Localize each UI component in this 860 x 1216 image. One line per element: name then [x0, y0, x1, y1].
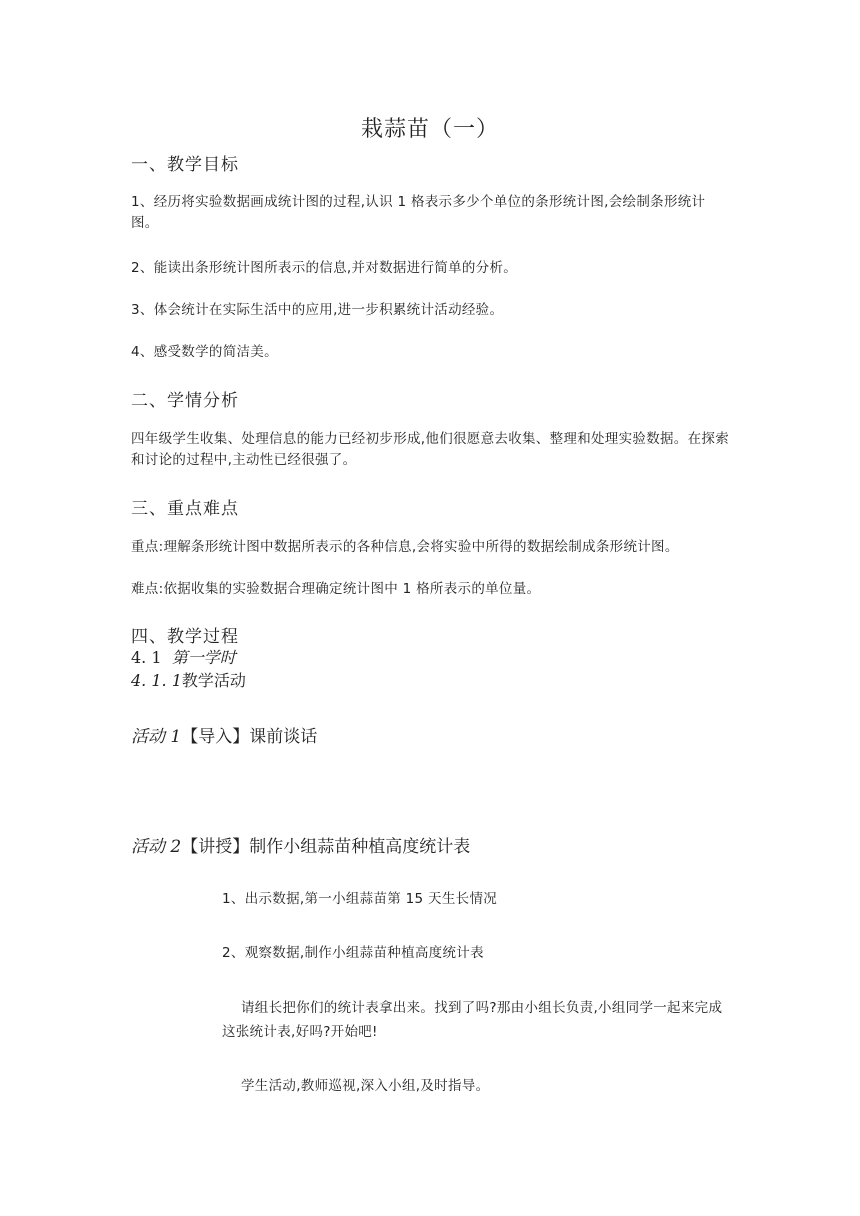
activities-number: 4. 1. 1	[131, 671, 182, 690]
activity-2-heading	[131, 832, 470, 857]
activities-label: 教学活动	[181, 671, 246, 690]
process-paragraph-2: 学生活动,教师巡视,深入小组,及时指导。	[241, 1078, 490, 1094]
activities-heading	[131, 668, 246, 691]
lesson-number: 4. 1	[131, 648, 162, 667]
goal-item-3: 3、体会统计在实际生活中的应用,进一步积累统计活动经验。	[131, 302, 504, 318]
lesson-heading	[131, 645, 236, 668]
step-1: 1、出示数据,第一小组蒜苗第 15 天生长情况	[222, 891, 498, 907]
goal-item-2: 2、能读出条形统计图所表示的信息,并对数据进行简单的分析。	[131, 260, 518, 276]
process-paragraph-1: 请组长把你们的统计表拿出来。找到了吗?那由小组长负责,小组同学一起来完成这张统计表,好吗?开始吧!	[222, 1000, 723, 1040]
section-heading-goals: 一、教学目标	[131, 155, 239, 175]
activity-2-title: 【讲授】制作小组蒜苗种植高度统计表	[181, 837, 471, 857]
activity-2-prefix: 活动 2	[131, 837, 182, 857]
activity-1-title: 【导入】课前谈话	[181, 727, 318, 747]
activity-1-prefix: 活动 1	[131, 727, 182, 747]
section-heading-analysis: 二、学情分析	[131, 391, 239, 411]
activity-1-heading	[131, 722, 317, 747]
step-2: 2、观察数据,制作小组蒜苗种植高度统计表	[222, 945, 484, 961]
key-point-text: 重点:理解条形统计图中数据所表示的各种信息,会将实验中所得的数据绘制成条形统计图。	[131, 539, 679, 555]
analysis-paragraph: 四年级学生收集、处理信息的能力已经初步形成,他们很愿意去收集、整理和处理实验数据。在探索和讨论的过程中,主动性已经很强了。	[131, 431, 729, 468]
section-heading-process: 四、教学过程	[131, 627, 239, 647]
page-title: 栽蒜苗（一）	[360, 117, 499, 142]
section-heading-key-points: 三、重点难点	[131, 499, 239, 519]
goal-item-4: 4、感受数学的简洁美。	[131, 344, 278, 360]
goal-item-1: 1、经历将实验数据画成统计图的过程,认识 1 格表示多少个单位的条形统计图,会绘制条形统计图。	[131, 194, 706, 231]
difficult-point-text: 难点:依据收集的实验数据合理确定统计图中 1 格所表示的单位量。	[131, 581, 541, 597]
lesson-label: 第一学时	[171, 648, 236, 667]
